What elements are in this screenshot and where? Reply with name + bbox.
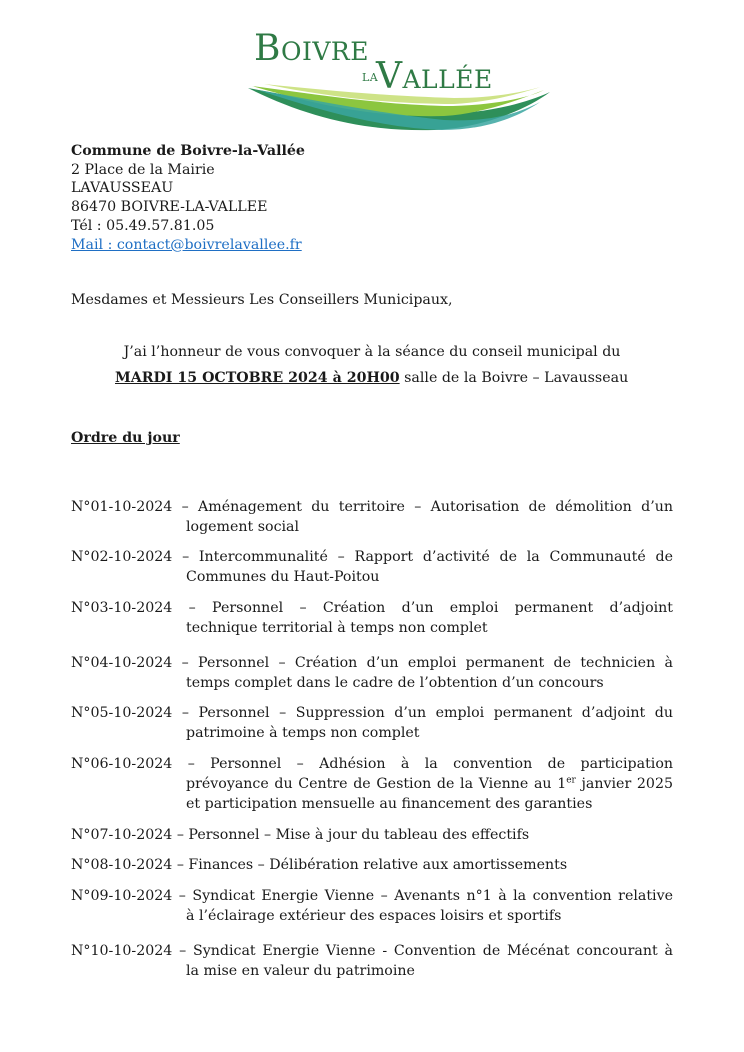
agenda-item-title: N°08-10-2024 – Finances – Délibération relative aux amortissements [71,857,568,873]
agenda-item [71,855,673,875]
meeting-date: MARDI 15 OCTOBRE 2024 à 20H00 [115,370,400,386]
agenda-item-continuation: prévoyance du Centre de Gestion de la Vienne au 1er janvier 2025 [186,775,673,793]
agenda-item-title: N°10-10-2024 – Syndicat Energie Vienne - Convention de Mécénat concourant à [71,943,673,959]
mail-link[interactable]: Mail : contact@boivrelavallee.fr [71,236,302,253]
agenda-item-continuation: temps complet dans le cadre de l’obtention d’un concours [186,675,604,692]
meeting-details [115,370,628,386]
agenda-item-title: N°07-10-2024 – Personnel – Mise à jour du tableau des effectifs [71,827,530,843]
agenda-item-title: N°04-10-2024 – Personnel – Création d’un emploi permanent de technicien à [71,655,673,671]
agenda-title: Ordre du jour [71,430,180,446]
agenda-item [71,497,673,537]
agenda-item [71,754,673,815]
agenda-item-continuation: à l’éclairage extérieur des espaces loisirs et sportifs [186,908,562,925]
agenda-item [71,886,673,926]
salutation: Mesdames et Messieurs Les Conseillers Municipaux, [71,292,453,308]
boivre-la-vallee-logo [244,26,554,136]
logo-swoosh-icon [244,76,554,136]
meeting-place: salle de la Boivre – Lavausseau [399,370,629,386]
agenda-item-title: N°01-10-2024 – Aménagement du territoire – Autorisation de démolition d’un [71,499,673,515]
agenda-item-title: N°05-10-2024 – Personnel – Suppression d’un emploi permanent d’adjoint du [71,705,673,721]
agenda-item [71,825,673,845]
commune-name: Commune de Boivre-la-Vallée [71,143,305,159]
agenda-item-title: N°09-10-2024 – Syndicat Energie Vienne – Avenants n°1 à la convention relative [71,888,673,904]
logo-text-boivre: Boivre [254,28,369,69]
address-city: 86470 BOIVRE-LA-VALLEE [71,199,268,216]
agenda-item [71,598,673,638]
address-phone: Tél : 05.49.57.81.05 [71,217,215,234]
agenda-item-continuation: patrimoine à temps non complet [186,725,420,742]
agenda-item-continuation: Communes du Haut-Poitou [186,569,380,586]
logo-text-la: la [362,66,379,85]
agenda-item-title: N°02-10-2024 – Intercommunalité – Rapport d’activité de la Communauté de [71,549,673,565]
agenda-item [71,703,673,743]
agenda-item [71,547,673,587]
convocation-text: J’ai l’honneur de vous convoquer à la séance du conseil municipal du [123,344,621,360]
address-locality: LAVAUSSEAU [71,180,174,197]
agenda-item-title: N°06-10-2024 – Personnel – Adhésion à la convention de participation [71,756,673,772]
agenda-item-continuation: technique territorial à temps non complet [186,620,488,637]
agenda-item [71,941,673,981]
agenda-item-title: N°03-10-2024 – Personnel – Création d’un emploi permanent d’adjoint [71,600,673,616]
agenda-item [71,653,673,693]
agenda-item-continuation: la mise en valeur du patrimoine [186,963,415,980]
agenda-item-continuation: et participation mensuelle au financement des garanties [186,796,593,813]
agenda-item-continuation: logement social [186,519,300,536]
sender-address [71,142,305,254]
address-street: 2 Place de la Mairie [71,161,215,178]
logo-text-vallee: Vallée [376,56,493,97]
